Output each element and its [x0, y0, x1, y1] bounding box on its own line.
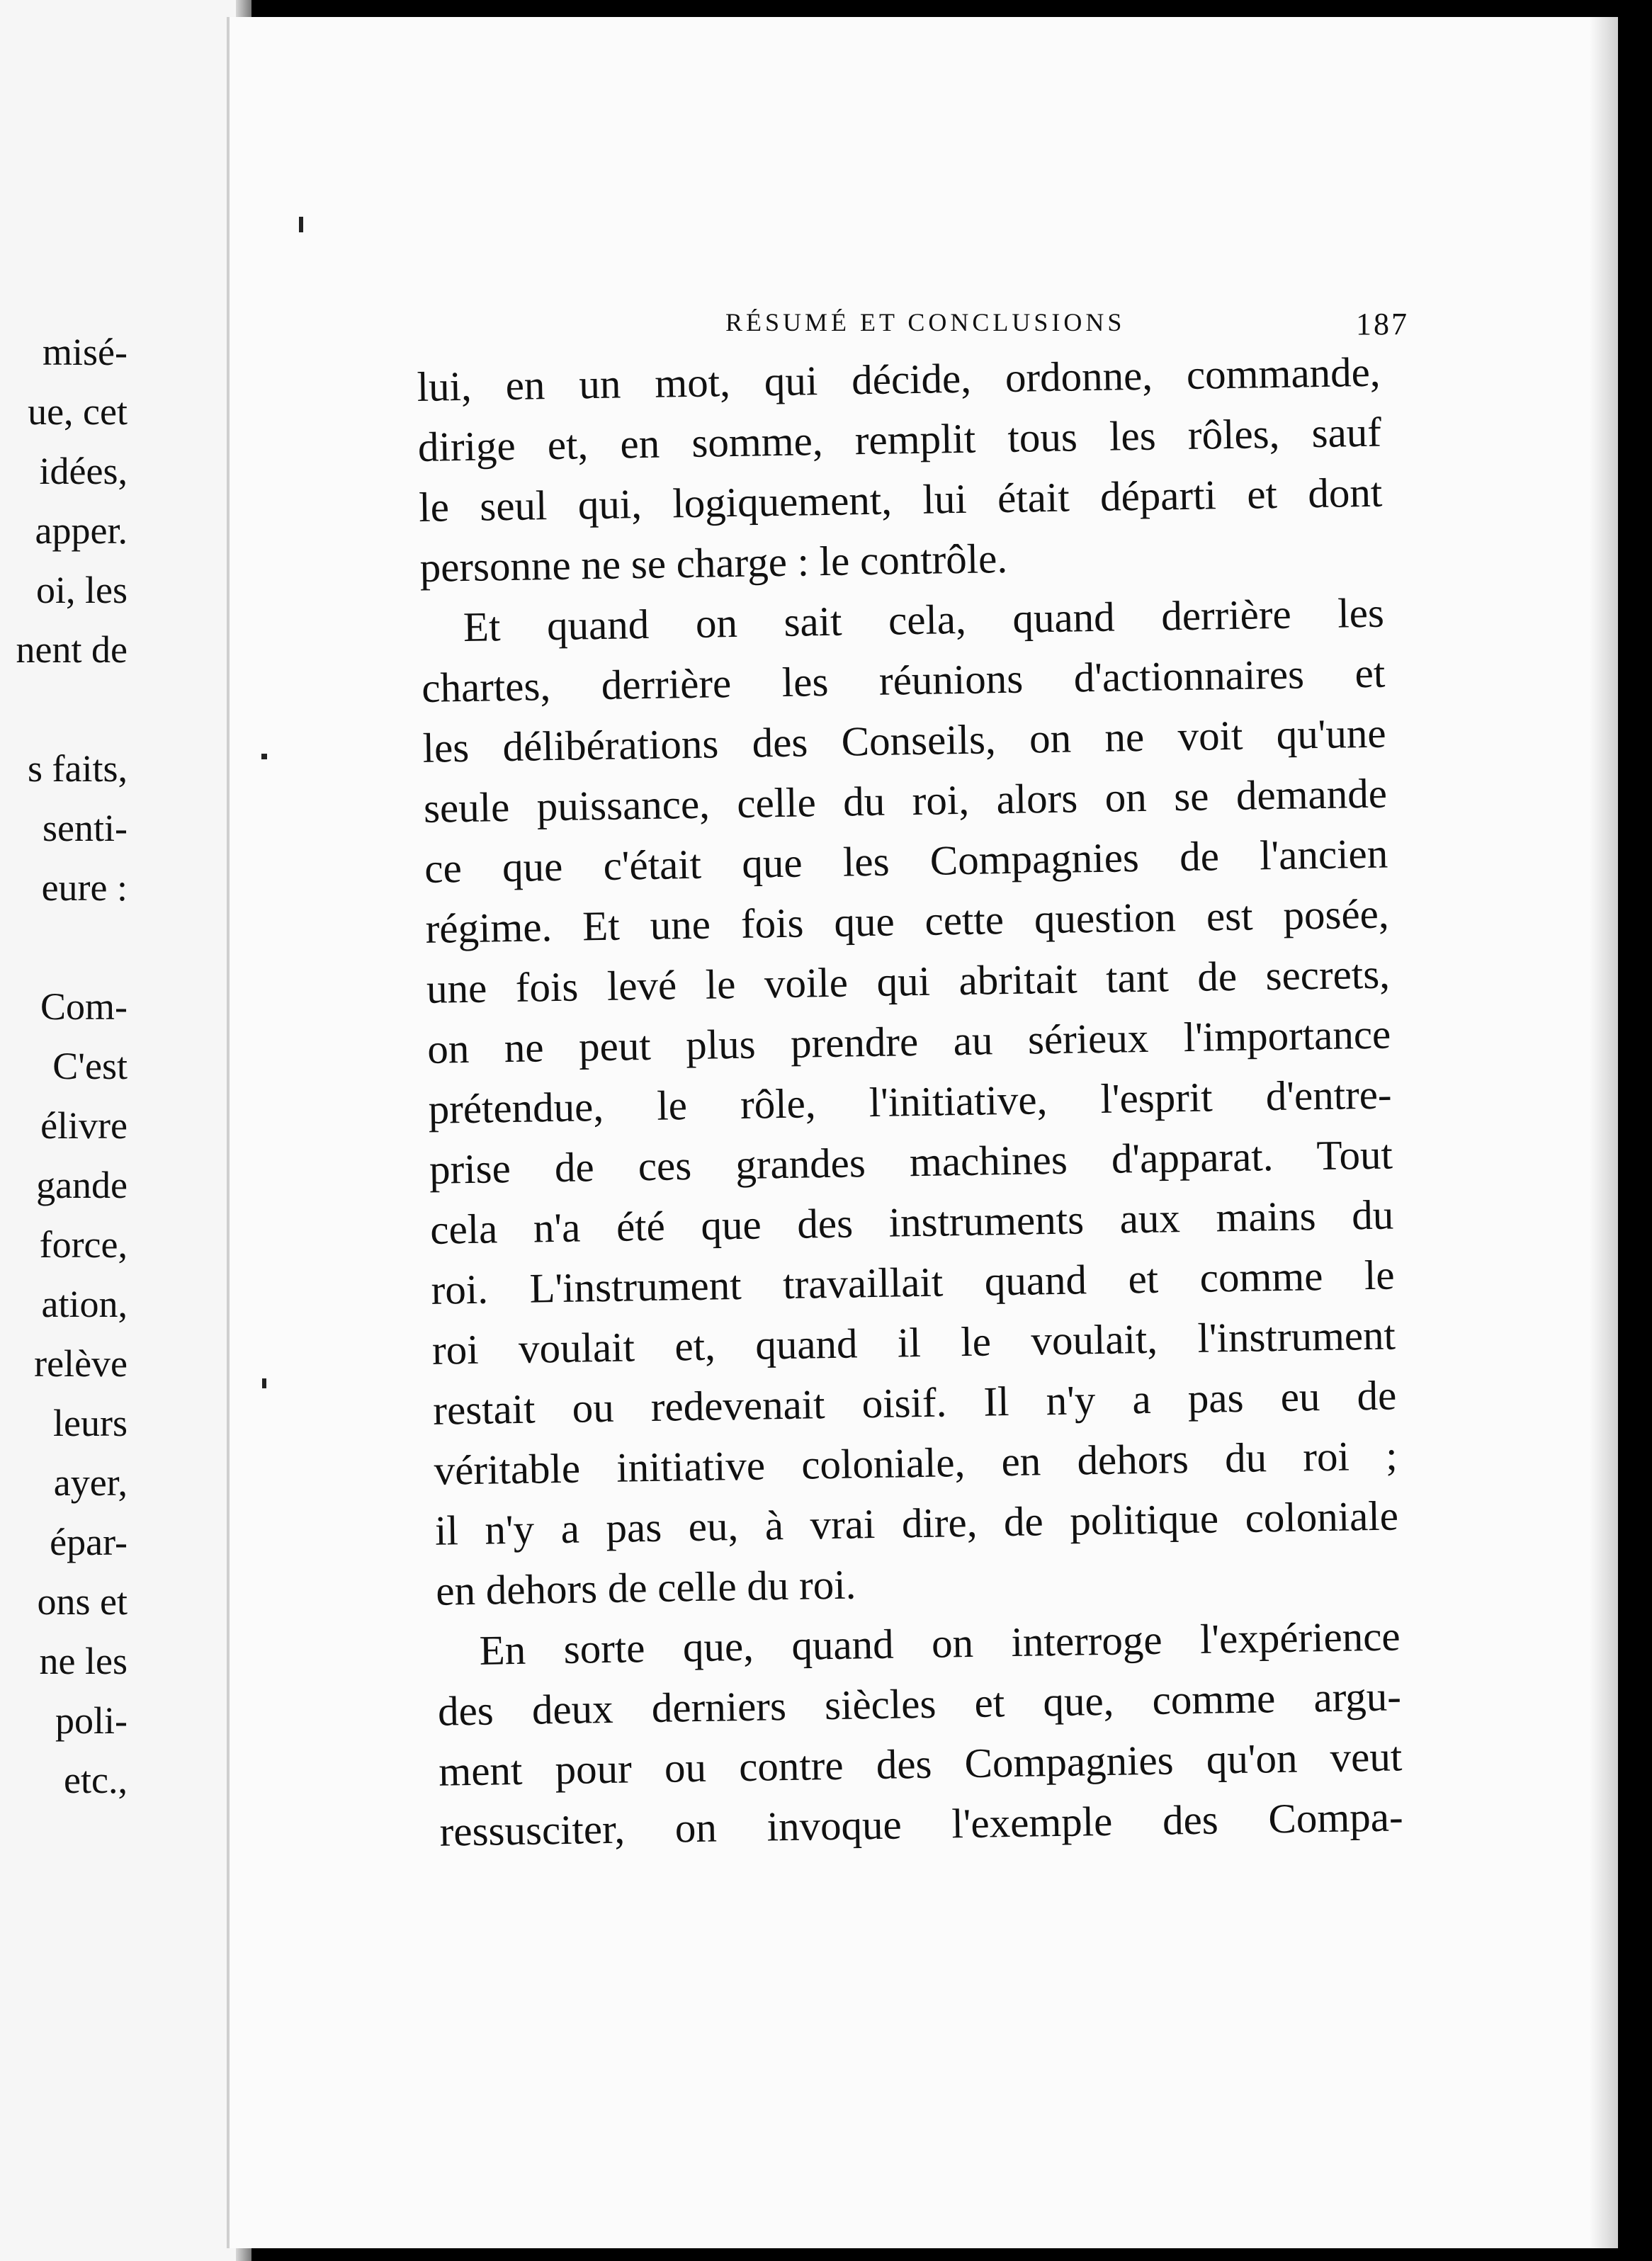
text-line: En sorte que, quand on interroge l'expérience	[479, 1612, 1401, 1674]
facing-line: ue, cet	[28, 390, 128, 433]
facing-line: leurs	[53, 1402, 128, 1444]
text-line: chartes, derrière les réunions d'actionnaires et	[421, 649, 1386, 711]
text-line: les délibérations des Conseils, on ne voit qu'une	[422, 709, 1387, 771]
facing-page	[0, 0, 251, 2261]
facing-line: eure :	[41, 866, 128, 909]
text-line: lui, en un mot, qui décide, ordonne, commande,	[417, 348, 1381, 410]
facing-line: ayer,	[53, 1461, 128, 1504]
text-line: roi voulait et, quand il le voulait, l'instrument	[431, 1311, 1396, 1373]
body-text	[417, 342, 1403, 1862]
facing-line: apper.	[35, 509, 128, 552]
facing-line	[16, 679, 128, 739]
page-edge-shadow	[1590, 17, 1618, 2248]
facing-line: s faits,	[28, 747, 128, 790]
text-line: prise de ces grandes machines d'apparat. Tout	[429, 1130, 1393, 1193]
facing-line: ons et	[37, 1580, 128, 1623]
text-line: véritable initiative coloniale, en dehors du roi ;	[434, 1432, 1398, 1494]
facing-line: senti-	[43, 807, 128, 849]
running-head: RÉSUMÉ ET CONCLUSIONS	[725, 308, 1126, 336]
facing-line: idées,	[39, 450, 128, 492]
facing-line: Com-	[40, 985, 128, 1028]
facing-line: épar-	[50, 1521, 128, 1563]
facing-page-text	[16, 322, 128, 1810]
scan-speck	[261, 754, 267, 759]
facing-line: force,	[39, 1223, 128, 1266]
text-line: cela n'a été que des instruments aux mains du	[429, 1191, 1394, 1253]
text-line: seule puissance, celle du roi, alors on se demande	[423, 769, 1388, 832]
text-line: Et quand on sait cela, quand derrière les	[463, 589, 1385, 651]
text-line: des deux derniers siècles et que, comme argu-	[437, 1672, 1402, 1735]
text-line: régime. Et une fois que cette question est posée,	[425, 890, 1390, 952]
text-line: on ne peut plus prendre au sérieux l'importance	[426, 1010, 1391, 1072]
facing-line: élivre	[40, 1104, 128, 1147]
facing-line: C'est	[52, 1045, 128, 1087]
facing-line: gande	[36, 1164, 128, 1206]
facing-line: oi, les	[36, 569, 128, 611]
facing-line: ne les	[39, 1640, 128, 1682]
text-line: prétendue, le rôle, l'initiative, l'esprit d'entre-	[428, 1070, 1393, 1133]
text-line: restait ou redevenait oisif. Il n'y a pas eu de	[432, 1371, 1397, 1434]
scan-speck	[262, 1378, 266, 1388]
facing-line: ation,	[41, 1283, 128, 1325]
facing-line: etc.,	[64, 1759, 128, 1801]
text-line: il n'y a pas eu, à vrai dire, de politique coloniale	[434, 1492, 1399, 1554]
text-line: dirige et, en somme, remplit tous les rôles, sauf	[417, 408, 1382, 470]
scan-speck	[299, 217, 303, 232]
text-line: ment pour ou contre des Compagnies qu'on veut	[438, 1733, 1403, 1795]
text-line: en dehors de celle du roi.	[435, 1560, 856, 1614]
facing-line: nent de	[16, 628, 128, 671]
text-line: ressusciter, on invoque l'exemple des Compa-	[439, 1793, 1404, 1855]
text-line: le seul qui, logiquement, lui était départi et dont	[418, 468, 1383, 531]
text-line: ce que c'était que les Compagnies de l'ancien	[424, 829, 1388, 892]
text-line: personne ne se charge : le contrôle.	[419, 534, 1008, 591]
text-line: roi. L'instrument travaillait quand et comme le	[431, 1251, 1396, 1313]
facing-line: relève	[34, 1342, 128, 1385]
facing-line: poli-	[55, 1699, 128, 1742]
facing-line	[16, 917, 128, 977]
facing-line: misé-	[43, 331, 128, 373]
text-line: une fois levé le voile qui abritait tant de secrets,	[426, 950, 1391, 1012]
book-page	[227, 17, 1618, 2248]
page-number: 187	[1356, 307, 1409, 341]
